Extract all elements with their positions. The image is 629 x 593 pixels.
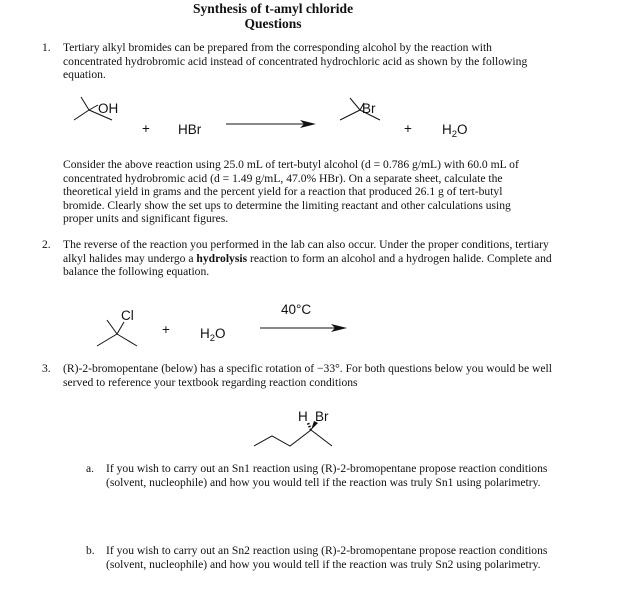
hydrogen-label: H: [298, 409, 308, 424]
tert-butyl-alcohol-structure: [74, 97, 118, 120]
question-3a: [86, 462, 556, 489]
question-text: The reverse of the reaction you performed in the lab can also occur. Under the proper conditions, tertiary alkyl halides may undergo a: [63, 238, 549, 265]
water-label: $H_2O$: [200, 326, 226, 344]
part-letter: b.: [86, 544, 95, 557]
question-1-body: Consider the above reaction using 25.0 mL of tert-butyl alcohol (d = 0.786 g/mL) with 60.0 mL of concentrated hydrobromic acid (d = 1.49 g/mL, 47.0% HBr). On a separate sheet, calculate the theoretical yield in grams and the percent yield for a reaction that produced 26.1 g of tert-butyl bromide. Clearly show the set ups to determine the limiting reactant and other calculations using proper units and significant figures.: [63, 158, 519, 226]
question-2: [42, 238, 553, 279]
plus-sign: +: [162, 322, 170, 337]
question-text: reaction to form an alcohol and a hydrogen halide. Complete and balance the following equation.: [63, 251, 552, 279]
plus-sign: +: [404, 121, 412, 136]
question-number: 2.: [42, 238, 51, 251]
tert-butyl-bromide-structure: [340, 98, 380, 120]
question-text: (R)-2-bromopentane (below) has a specific rotation of −33°. For both questions below you would be well served to reference your textbook regarding reaction conditions: [63, 362, 552, 389]
temperature-condition: 40°C: [281, 302, 312, 317]
hydroxyl-label: OH: [98, 101, 119, 116]
bromine-label: Br: [362, 101, 376, 116]
water-label: $H_2O$: [442, 122, 468, 140]
page-subtitle: Questions: [244, 16, 302, 31]
chlorine-label: Cl: [121, 308, 134, 323]
question-number: 3.: [42, 362, 51, 375]
part-letter: a.: [86, 462, 95, 475]
bold-term: hydrolysis: [196, 251, 248, 265]
hbr-label: HBr: [178, 122, 202, 137]
r-2-bromopentane-structure: [254, 409, 332, 446]
question-number: 1.: [42, 41, 51, 54]
bromine-label: Br: [315, 409, 329, 424]
part-text: If you wish to carry out an Sn2 reaction using (R)-2-bromopentane propose reaction conditions (solvent, nucleophile) and how you would tell if the reaction was truly Sn2 using polarimetry.: [106, 544, 548, 571]
plus-sign: +: [142, 121, 150, 136]
question-3: [42, 362, 553, 389]
part-text: If you wish to carry out an Sn1 reaction using (R)-2-bromopentane propose reaction conditions (solvent, nucleophile) and how you would tell if the reaction was truly Sn1 using polarimetry.: [106, 462, 548, 489]
page-title: Synthesis of t-amyl chloride: [192, 1, 354, 16]
question-text: Tertiary alkyl bromides can be prepared from the corresponding alcohol by the reaction with concentrated hydrobromic acid instead of concentrated hydrochloric acid as shown by the following equation.: [63, 41, 528, 82]
tert-butyl-chloride-structure: [97, 308, 137, 346]
question-3b: [86, 544, 556, 571]
